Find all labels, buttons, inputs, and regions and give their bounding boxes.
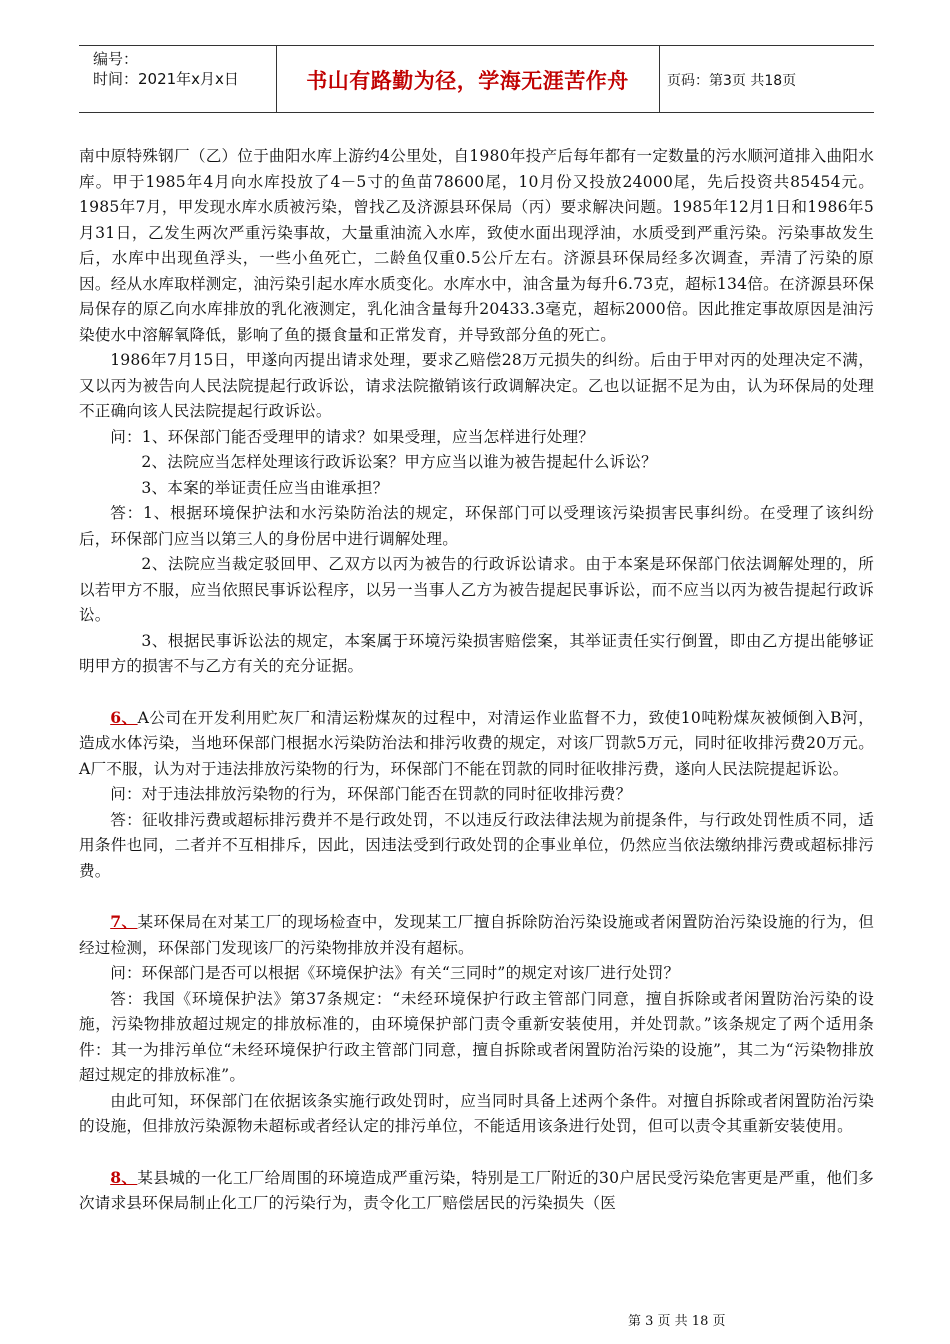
page-footer: 第 3 页 共 18 页 (628, 1314, 726, 1329)
header-top-rule (79, 45, 874, 46)
header-motto: 书山有路勤为径，学海无涯苦作舟 (306, 69, 629, 93)
case8-paragraph (79, 1165, 874, 1217)
case7-answer: 答：我国《环境保护法》第37条规定：“未经环境保护行政主管部门同意，擅自拆除或者闲置防治污染的设施，污染物排放超过规定的排放标准的，由环境保护部门责令重新安装使用，并处罚款。”该条规定了两个适用条件：其一为排污单位“未经环境保护行政主管部门同意，擅自拆除或者闲置防治污染的设施”，其二为“污染物排放超过规定的排放标准”。 (79, 989, 874, 1084)
case5-answer-2: 2、法院应当裁定驳回甲、乙双方以丙为被告的行政诉讼请求。由于本案是环保部门依法调解处理的，所以若甲方不服，应当依照民事诉讼程序，以另一当事人乙方为被告提起民事诉讼，而不应当以丙为被告提起行政诉讼。 (79, 555, 874, 624)
header-divider-right (659, 45, 660, 113)
case6-text: A公司在开发利用贮灰厂和清运粉煤灰的过程中，对清运作业监督不力，致使10吨粉煤灰被倾倒入B河，造成水体污染，当地环保部门根据水污染防治法和排污收费的规定，对该厂罚款5万元，同时征收排污费20万元。A厂不服，认为对于违法排放污染物的行为，环保部门不能在罚款的同时征收排污费，遂向人民法院提起诉讼。 (79, 708, 874, 778)
page-header (79, 45, 874, 113)
case5-answer-1: 答：1、根据环境保护法和水污染防治法的规定，环保部门可以受理该污染损害民事纠纷。在受理了该纠纷后，环保部门应当以第三人的身份居中进行调解处理。 (79, 504, 874, 548)
header-page-info: 页码：第3页 共18页 (667, 73, 797, 89)
case7-number: 7、 (110, 912, 138, 931)
case7-question: 问：环保部门是否可以根据《环境保护法》有关“三同时”的规定对该厂进行处罚？ (110, 964, 680, 982)
case7-text: 某环保局在对某工厂的现场检查中，发现某工厂擅自拆除防治污染设施或者闲置防治污染设施的行为，但经过检测，环保部门发现该厂的污染物排放并没有超标。 (79, 913, 874, 957)
case5-paragraph-1: 南中原特殊钢厂（乙）位于曲阳水库上游约4公里处，自1980年投产后每年都有一定数量的污水顺河道排入曲阳水库。甲于1985年4月向水库投放了4－5寸的鱼苗78600尾，10月份又投放24000尾，先后投资共85454元。1985年7月，甲发现水库水质被污染，曾找乙及济源县环保局（丙）要求解决问题。1985年12月1日和1986年5月31日，乙发生两次严重污染事故，大量重油流入水库，致使水面出现浮油，水质受到严重污染。污染事故发生后，水库中出现鱼浮头，一些小鱼死亡，二龄鱼仅重0.5公斤左右。济源县环保局经多次调查，弄清了污染的原因。经从水库取样测定，油污染引起水库水质变化。水库水中，油含量为每升6.73克，超标134倍。在济源县环保局保存的原乙向水库排放的乳化液测定，乳化油含量每升20433.3毫克，超标2000倍。因此推定事故原因是油污染使水中溶解氧降低，影响了鱼的摄食量和正常发育，并导致部分鱼的死亡。 (79, 147, 874, 344)
case6-question: 问：对于违法排放污染物的行为，环保部门能否在罚款的同时征收排污费？ (110, 785, 632, 803)
case6-paragraph (79, 705, 874, 783)
header-meta (93, 49, 239, 89)
time-label: 时间：2021年x月x日 (93, 70, 239, 88)
serial-label: 编号： (93, 50, 139, 68)
case7-paragraph (79, 909, 874, 961)
case5-question-3: 3、本案的举证责任应当由谁承担？ (141, 478, 389, 497)
case8-number: 8、 (110, 1167, 138, 1187)
case8-text: 某县城的一化工厂给周围的环境造成严重污染，特别是工厂附近的30户居民受污染危害更是严重，他们多次请求县环保局制止化工厂的污染行为，责令化工厂赔偿居民的污染损失（医 (79, 1168, 874, 1212)
header-bottom-rule (79, 112, 874, 113)
case5-question-2: 2、法院应当怎样处理该行政诉讼案？甲方应当以谁为被告提起什么诉讼？ (141, 453, 657, 471)
case5-answer-3: 3、根据民事诉讼法的规定，本案属于环境污染损害赔偿案，其举证责任实行倒置，即由乙方提出能够证明甲方的损害不与乙方有关的充分证据。 (79, 631, 874, 675)
case5-paragraph-2: 1986年7月15日，甲遂向丙提出请求处理，要求乙赔偿28万元损失的纠纷。后由于甲对丙的处理决定不满，又以丙为被告向人民法院提起行政诉讼，请求法院撤销该行政调解决定。乙也以证据不足为由，认为环保局的处理不正确向该人民法院提起行政诉讼。 (79, 351, 874, 420)
case5-question-1: 问：1、环保部门能否受理甲的请求？如果受理，应当怎样进行处理？ (110, 427, 595, 446)
document-body (79, 144, 874, 1217)
case7-answer-continued: 由此可知，环保部门在依据该条实施行政处罚时，应当同时具备上述两个条件。对擅自拆除或者闲置防治污染的设施，但排放污染源物未超标或者经认定的排污单位，不能适用该条进行处罚，但可以责令其重新安装使用。 (79, 1091, 874, 1135)
case6-answer: 答：征收排污费或超标排污费并不是行政处罚，不以违反行政法律法规为前提条件，与行政处罚性质不同，适用条件也同，二者并不互相排斥，因此，因违法受到行政处罚的企事业单位，仍然应当依法缴纳排污费或超标排污费。 (79, 810, 874, 880)
case6-number: 6、 (110, 707, 138, 727)
